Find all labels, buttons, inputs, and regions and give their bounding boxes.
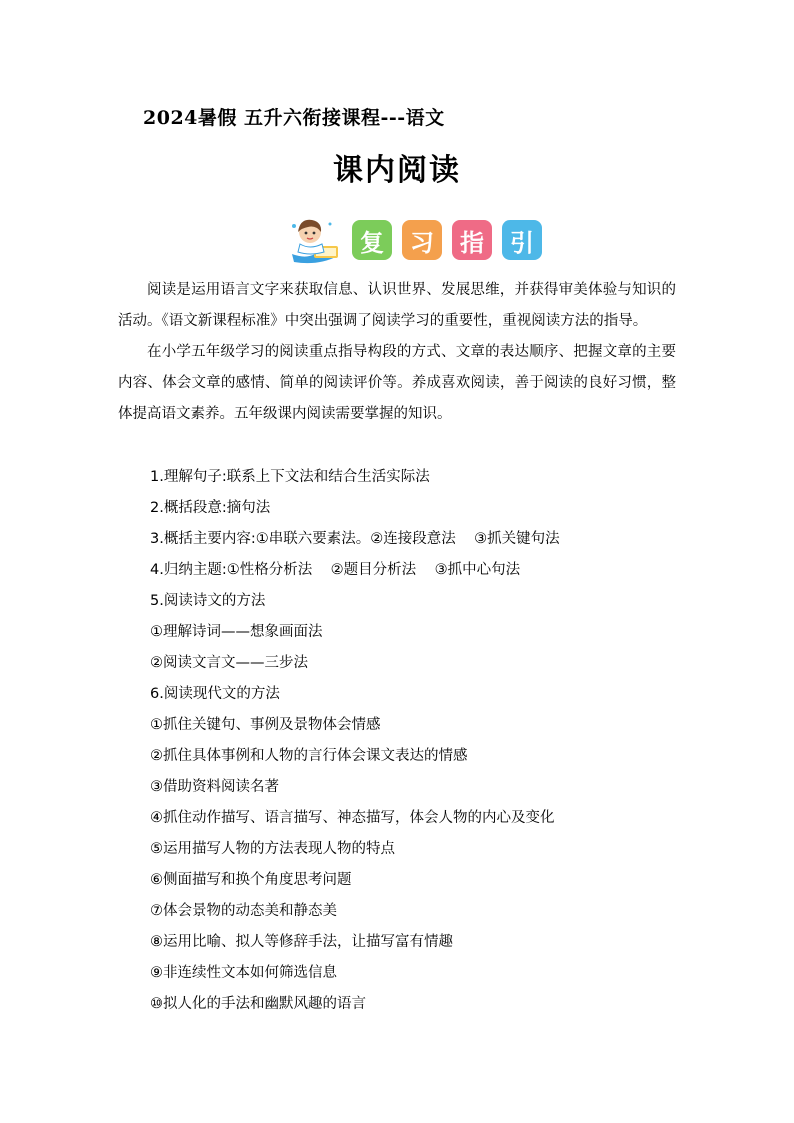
intro-paragraph-1: 阅读是运用语言文字来获取信息、认识世界、发展思维，并获得审美体验与知识的活动。《语文新课程标准》中突出强调了阅读学习的重要性，重视阅读方法的指导。 xyxy=(118,282,676,329)
banner-tile-zhi: 指 xyxy=(452,220,492,260)
list-item: 1.理解句子:联系上下文法和结合生活实际法 xyxy=(150,469,430,485)
list-item: ⑨非连续性文本如何筛选信息 xyxy=(150,965,337,981)
list-item: ⑩拟人化的手法和幽默风趣的语言 xyxy=(150,996,366,1012)
intro-paragraph-2: 在小学五年级学习的阅读重点指导构段的方式、文章的表达顺序、把握文章的主要内容、体会文章的感情、简单的阅读评价等。养成喜欢阅读，善于阅读的良好习惯，整体提高语文素养。五年级课内阅读需要掌握的知识。 xyxy=(118,344,676,422)
list-item: ⑤运用描写人物的方法表现人物的特点 xyxy=(150,841,395,857)
list-item: ①抓住关键句、事例及景物体会情感 xyxy=(150,717,381,733)
course-header: 2024暑假 五升六衔接课程---语文 xyxy=(143,107,445,129)
student-reading-icon xyxy=(288,216,342,264)
review-guide-banner xyxy=(288,216,542,264)
list-item: ①理解诗词——想象画面法 xyxy=(150,624,323,640)
page-title: 课内阅读 xyxy=(333,153,461,188)
banner-tile-xi: 习 xyxy=(402,220,442,260)
list-item: 2.概括段意:摘句法 xyxy=(150,500,271,516)
list-item: ⑦体会景物的动态美和静态美 xyxy=(150,903,337,919)
list-item: ⑧运用比喻、拟人等修辞手法，让描写富有情趣 xyxy=(150,934,453,950)
banner-tile-fu: 复 xyxy=(352,220,392,260)
list-item: 6.阅读现代文的方法 xyxy=(150,686,280,702)
list-item: ⑥侧面描写和换个角度思考问题 xyxy=(150,872,352,888)
list-item: ②抓住具体事例和人物的言行体会课文表达的情感 xyxy=(150,748,468,764)
list-item: 3.概括主要内容:①串联六要素法。②连接段意法 ③抓关键句法 xyxy=(150,531,560,547)
banner-tile-yin: 引 xyxy=(502,220,542,260)
knowledge-list xyxy=(150,462,560,1020)
list-item: 5.阅读诗文的方法 xyxy=(150,593,266,609)
list-item: 4.归纳主题:①性格分析法 ②题目分析法 ③抓中心句法 xyxy=(150,562,521,578)
list-item: ②阅读文言文——三步法 xyxy=(150,655,308,671)
list-item: ③借助资料阅读名著 xyxy=(150,779,279,795)
list-item: ④抓住动作描写、语言描写、神态描写，体会人物的内心及变化 xyxy=(150,810,555,826)
intro-section xyxy=(118,275,676,430)
